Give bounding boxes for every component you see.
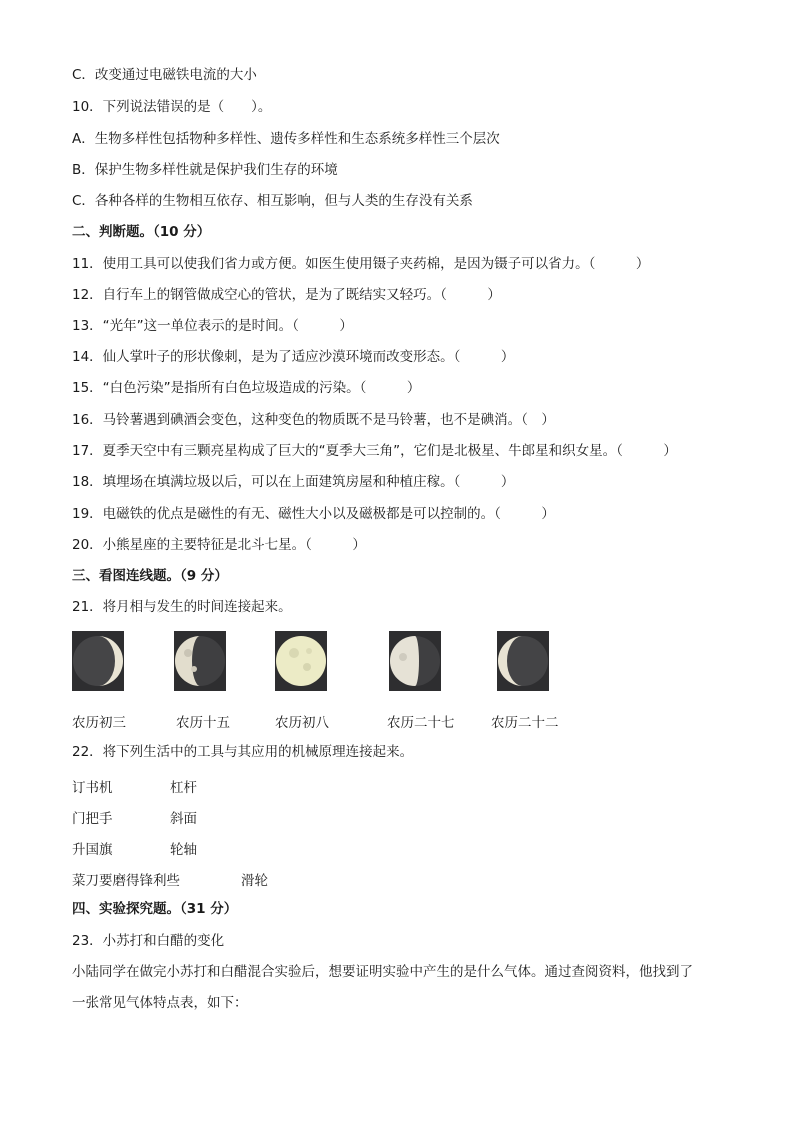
section-heading-matching: 三、看图连线题。（9 分） xyxy=(72,568,228,584)
tool-item: 订书机 xyxy=(72,780,113,796)
moon-photo-4 xyxy=(389,631,441,691)
q10-stem: 10．下列说法错误的是（ ）。 xyxy=(72,99,272,115)
q20: 20．小熊星座的主要特征是北斗七星。（ ） xyxy=(72,537,366,553)
moon-label-4: 农历二十七 xyxy=(387,715,455,731)
q18: 18．填埋场在填满垃圾以后，可以在上面建筑房屋和种植庄稼。（ ） xyxy=(72,474,515,490)
q23-paragraph-line-2: 一张常见气体特点表，如下： xyxy=(72,995,248,1011)
tool-item: 升国旗 xyxy=(72,842,113,858)
tool-item: 门把手 xyxy=(72,811,113,827)
q12: 12．自行车上的钢管做成空心的管状，是为了既结实又轻巧。（ ） xyxy=(72,287,501,303)
moon-photo-1 xyxy=(72,631,124,691)
q15: 15．“白色污染”是指所有白色垃圾造成的污染。（ ） xyxy=(72,380,421,396)
principle-item: 轮轴 xyxy=(170,842,197,858)
moon-photo-5 xyxy=(497,631,549,691)
section-heading-judgment: 二、判断题。（10 分） xyxy=(72,224,211,240)
moon-photo-2 xyxy=(174,631,226,691)
q10-option-b: B．保护生物多样性就是保护我们生存的环境 xyxy=(72,162,338,178)
tool-item: 菜刀要磨得锋利些 xyxy=(72,873,180,889)
section-heading-experiment: 四、实验探究题。（31 分） xyxy=(72,901,238,917)
q9-option-c: C．改变通过电磁铁电流的大小 xyxy=(72,67,257,83)
q17: 17．夏季天空中有三颗亮星构成了巨大的“夏季大三角”，它们是北极星、牛郎星和织女星。（ ） xyxy=(72,443,677,459)
principle-item: 滑轮 xyxy=(241,873,268,889)
moon-label-3: 农历初八 xyxy=(275,715,329,731)
q16: 16．马铃薯遇到碘酒会变色，这种变色的物质既不是马铃薯，也不是碘消。（ ） xyxy=(72,412,555,428)
moon-label-2: 农历十五 xyxy=(176,715,230,731)
principle-item: 斜面 xyxy=(170,811,197,827)
q22-stem: 22．将下列生活中的工具与其应用的机械原理连接起来。 xyxy=(72,744,414,760)
q13: 13．“光年”这一单位表示的是时间。（ ） xyxy=(72,318,353,334)
q23-title: 23．小苏打和白醋的变化 xyxy=(72,933,225,949)
q23-paragraph-line-1: 小陆同学在做完小苏打和白醋混合实验后，想要证明实验中产生的是什么气体。通过查阅资料，他找到了 xyxy=(72,964,693,980)
q11: 11．使用工具可以使我们省力或方便。如医生使用镊子夹药棉，是因为镊子可以省力。（ ） xyxy=(72,256,650,272)
q21-stem: 21．将月相与发生的时间连接起来。 xyxy=(72,599,292,615)
principle-item: 杠杆 xyxy=(170,780,197,796)
moon-photo-3 xyxy=(275,631,327,691)
q10-option-a: A．生物多样性包括物种多样性、遗传多样性和生态系统多样性三个层次 xyxy=(72,131,500,147)
q19: 19．电磁铁的优点是磁性的有无、磁性大小以及磁极都是可以控制的。（ ） xyxy=(72,506,555,522)
q10-option-c: C．各种各样的生物相互依存、相互影响，但与人类的生存没有关系 xyxy=(72,193,473,209)
q14: 14．仙人掌叶子的形状像刺，是为了适应沙漠环境而改变形态。（ ） xyxy=(72,349,515,365)
moon-label-5: 农历二十二 xyxy=(491,715,559,731)
moon-label-1: 农历初三 xyxy=(72,715,126,731)
